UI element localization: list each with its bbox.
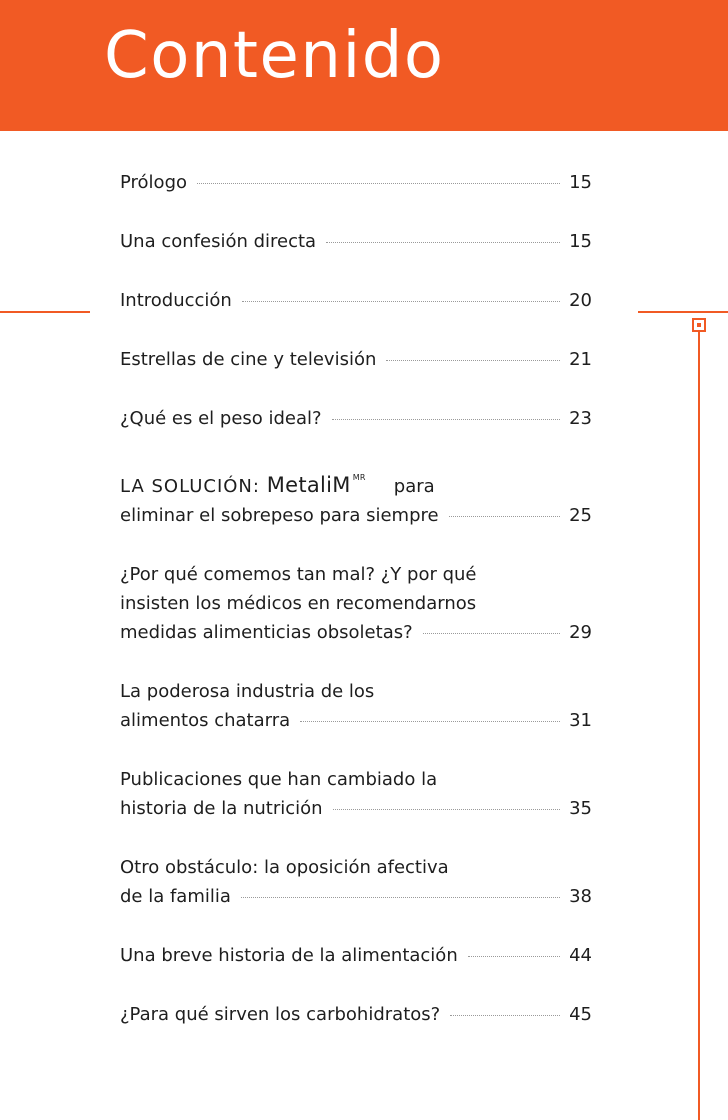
toc-entry-introduccion[interactable]	[120, 286, 592, 315]
toc-entry-title: eliminar el sobrepeso para siempre	[120, 505, 439, 526]
toc-entry-otro-obstaculo[interactable]	[120, 853, 592, 911]
toc-entry-line: Otro obstáculo: la oposición afectiva	[120, 857, 449, 878]
dot-leader	[241, 897, 560, 898]
toc-entry-por-que-comemos[interactable]	[120, 560, 592, 647]
toc-entry-title: alimentos chatarra	[120, 710, 291, 731]
dot-leader	[242, 301, 560, 302]
registered-mark: MR	[352, 473, 366, 482]
toc-entry-line: Publicaciones que han cambiado la	[120, 769, 438, 790]
toc-entry-line: ¿Por qué comemos tan mal? ¿Y por qué	[120, 564, 477, 585]
table-of-contents	[120, 168, 592, 1059]
toc-entry-la-solucion[interactable]	[120, 463, 592, 530]
toc-entry-title: Prólogo	[120, 172, 188, 193]
toc-entry-title: ¿Qué es el peso ideal?	[120, 408, 322, 429]
dot-leader	[300, 721, 560, 722]
toc-entry-line: La poderosa industria de los	[120, 681, 375, 702]
toc-entry-prologo[interactable]	[120, 168, 592, 197]
toc-entry-breve-historia[interactable]	[120, 941, 592, 970]
toc-entry-title: medidas alimenticias obsoletas?	[120, 622, 413, 643]
toc-page-number: 15	[569, 231, 592, 252]
toc-entry-line: insisten los médicos en recomendarnos	[120, 593, 477, 614]
toc-entry-publicaciones[interactable]	[120, 765, 592, 823]
toc-entry-title: Una breve historia de la alimentación	[120, 945, 458, 966]
toc-entry-title-suffix: para	[393, 476, 435, 497]
toc-page-number: 29	[569, 622, 592, 643]
page-title: Contenido	[104, 19, 445, 93]
dot-leader	[449, 516, 560, 517]
toc-entry-industria[interactable]	[120, 677, 592, 735]
toc-page-number: 25	[569, 505, 592, 526]
toc-entry-title: Una confesión directa	[120, 231, 317, 252]
dot-leader	[332, 419, 560, 420]
toc-page-number: 15	[569, 172, 592, 193]
toc-entry-title: Estrellas de cine y televisión	[120, 349, 377, 370]
toc-page-number: 45	[569, 1004, 592, 1025]
toc-entry-title: historia de la nutrición	[120, 798, 323, 819]
toc-page-number: 31	[569, 710, 592, 731]
page-corner-marker-icon	[692, 318, 706, 332]
dot-leader	[386, 360, 560, 361]
brand-name	[267, 473, 394, 497]
toc-entry-peso-ideal[interactable]	[120, 404, 592, 433]
toc-entry-estrellas[interactable]	[120, 345, 592, 374]
left-divider	[0, 311, 90, 313]
dot-leader	[423, 633, 560, 634]
toc-page-number: 21	[569, 349, 592, 370]
toc-page-number: 23	[569, 408, 592, 429]
toc-page-number: 44	[569, 945, 592, 966]
toc-entry-confesion[interactable]	[120, 227, 592, 256]
right-margin-line	[698, 332, 700, 1120]
dot-leader	[450, 1015, 560, 1016]
toc-entry-title: de la familia	[120, 886, 231, 907]
toc-entry-carbohidratos[interactable]	[120, 1000, 592, 1029]
toc-entry-title: ¿Para qué sirven los carbohidratos?	[120, 1004, 441, 1025]
toc-page-number: 38	[569, 886, 592, 907]
dot-leader	[468, 956, 560, 957]
brand-name-text: MetaliM	[266, 473, 351, 497]
toc-page-number: 20	[569, 290, 592, 311]
dot-leader	[333, 809, 560, 810]
right-divider	[638, 311, 728, 313]
dot-leader	[326, 242, 560, 243]
toc-page-number: 35	[569, 798, 592, 819]
toc-entry-title: Introducción	[120, 290, 232, 311]
dot-leader	[197, 183, 560, 184]
toc-entry-title-prefix: LA SOLUCIÓN:	[120, 476, 267, 497]
